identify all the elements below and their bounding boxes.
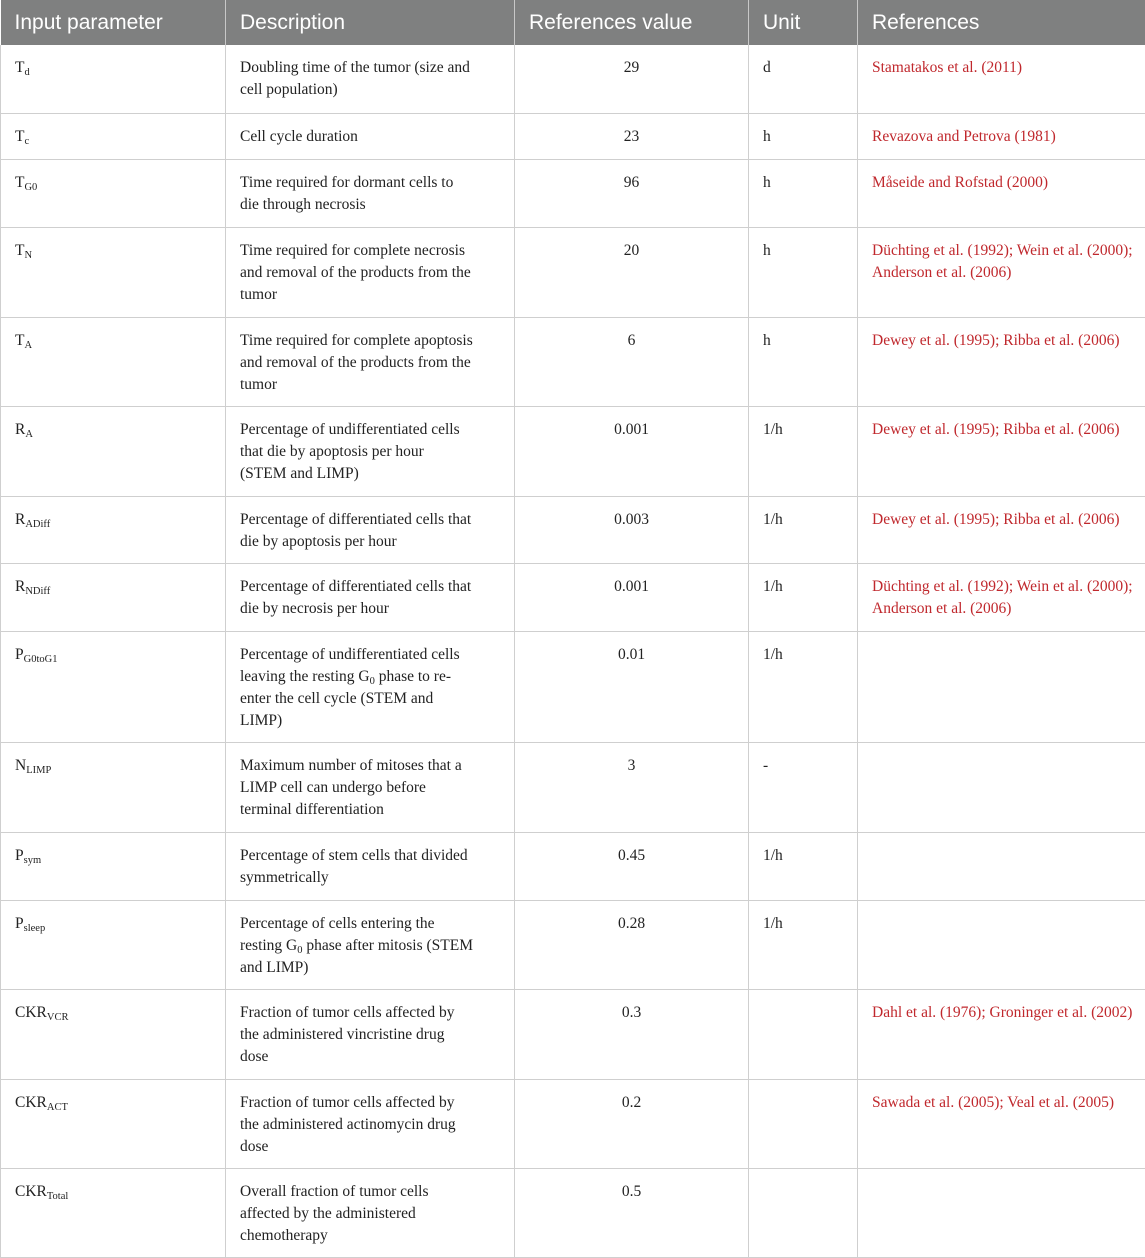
unit-cell: 1/h	[749, 563, 858, 631]
value-cell: 23	[515, 113, 749, 159]
value-cell: 0.28	[515, 900, 749, 989]
param-cell: $T_N$	[1, 227, 226, 317]
param-cell: $CKR_{VCR}$	[1, 989, 226, 1079]
references-cell: Düchting et al. (1992); Wein et al. (2000); Anderson et al. (2006)	[858, 563, 1145, 631]
unit-cell: 1/h	[749, 900, 858, 989]
references-cell: Stamatakos et al. (2011)	[858, 45, 1145, 113]
value-cell: 0.01	[515, 631, 749, 742]
unit-cell	[749, 1079, 858, 1168]
param-cell: $N_{LIMP}$	[1, 742, 226, 832]
table-row	[1, 563, 1145, 631]
description-cell: Percentage of undifferentiated cells leaving the resting $G_0$ phase to re-enter the cell cycle (STEM and LIMP)	[226, 631, 515, 742]
references-cell	[858, 900, 1145, 989]
table-row	[1, 1168, 1145, 1257]
description-cell: Percentage of differentiated cells that die by apoptosis per hour	[226, 496, 515, 563]
param-cell: $R_{NDiff}$	[1, 563, 226, 631]
description-cell: Cell cycle duration	[226, 113, 515, 159]
table-row	[1, 631, 1145, 742]
unit-cell: h	[749, 159, 858, 227]
unit-cell: h	[749, 227, 858, 317]
unit-cell: 1/h	[749, 496, 858, 563]
unit-cell: d	[749, 45, 858, 113]
unit-cell: h	[749, 113, 858, 159]
table-row	[1, 900, 1145, 989]
table-row	[1, 227, 1145, 317]
description-cell: Overall fraction of tumor cells affected by the administered chemotherapy	[226, 1168, 515, 1257]
references-cell	[858, 832, 1145, 900]
references-cell: Dewey et al. (1995); Ribba et al. (2006)	[858, 496, 1145, 563]
references-cell: Dahl et al. (1976); Groninger et al. (2002)	[858, 989, 1145, 1079]
unit-cell: -	[749, 742, 858, 832]
value-cell: 0.001	[515, 406, 749, 496]
value-cell: 0.5	[515, 1168, 749, 1257]
description-cell: Doubling time of the tumor (size and cell population)	[226, 45, 515, 113]
unit-cell	[749, 1168, 858, 1257]
param-cell: $R_A$	[1, 406, 226, 496]
header-references: References	[858, 0, 1145, 45]
table-row	[1, 742, 1145, 832]
param-cell: $R_{ADiff}$	[1, 496, 226, 563]
value-cell: 6	[515, 317, 749, 406]
value-cell: 0.003	[515, 496, 749, 563]
unit-cell	[749, 989, 858, 1079]
table-row	[1, 1079, 1145, 1168]
references-cell	[858, 742, 1145, 832]
table-row	[1, 113, 1145, 159]
param-cell: $P_{G0toG1}$	[1, 631, 226, 742]
references-cell: Revazova and Petrova (1981)	[858, 113, 1145, 159]
unit-cell: h	[749, 317, 858, 406]
references-cell: Düchting et al. (1992); Wein et al. (2000); Anderson et al. (2006)	[858, 227, 1145, 317]
description-cell: Percentage of cells entering the resting $G_0$ phase after mitosis (STEM and LIMP)	[226, 900, 515, 989]
description-cell: Maximum number of mitoses that a LIMP cell can undergo before terminal differentiation	[226, 742, 515, 832]
references-cell	[858, 631, 1145, 742]
table-row	[1, 496, 1145, 563]
description-cell: Time required for dormant cells to die through necrosis	[226, 159, 515, 227]
header-input-parameter: Input parameter	[1, 0, 226, 45]
header-unit: Unit	[749, 0, 858, 45]
param-cell: $T_c$	[1, 113, 226, 159]
description-cell: Time required for complete necrosis and removal of the products from the tumor	[226, 227, 515, 317]
value-cell: 0.3	[515, 989, 749, 1079]
references-cell: Dewey et al. (1995); Ribba et al. (2006)	[858, 317, 1145, 406]
param-cell: $CKR_{ACT}$	[1, 1079, 226, 1168]
param-cell: $P_{sym}$	[1, 832, 226, 900]
value-cell: 0.2	[515, 1079, 749, 1168]
description-cell: Percentage of undifferentiated cells that die by apoptosis per hour (STEM and LIMP)	[226, 406, 515, 496]
references-cell: Sawada et al. (2005); Veal et al. (2005)	[858, 1079, 1145, 1168]
value-cell: 3	[515, 742, 749, 832]
value-cell: 0.001	[515, 563, 749, 631]
description-cell: Fraction of tumor cells affected by the administered actinomycin drug dose	[226, 1079, 515, 1168]
value-cell: 20	[515, 227, 749, 317]
table-row	[1, 832, 1145, 900]
param-cell: $CKR_{Total}$	[1, 1168, 226, 1257]
description-cell: Time required for complete apoptosis and removal of the products from the tumor	[226, 317, 515, 406]
table-row	[1, 406, 1145, 496]
table-row	[1, 317, 1145, 406]
value-cell: 29	[515, 45, 749, 113]
references-cell: Måseide and Rofstad (2000)	[858, 159, 1145, 227]
param-cell: $T_A$	[1, 317, 226, 406]
param-cell: $T_{G0}$	[1, 159, 226, 227]
references-cell: Dewey et al. (1995); Ribba et al. (2006)	[858, 406, 1145, 496]
param-cell: $T_d$	[1, 45, 226, 113]
param-cell: $P_{sleep}$	[1, 900, 226, 989]
header-row	[1, 0, 1145, 45]
table-row	[1, 45, 1145, 113]
value-cell: 0.45	[515, 832, 749, 900]
table-row	[1, 989, 1145, 1079]
unit-cell: 1/h	[749, 406, 858, 496]
unit-cell: 1/h	[749, 832, 858, 900]
header-references-value: References value	[515, 0, 749, 45]
table-body	[1, 45, 1145, 1257]
description-cell: Percentage of differentiated cells that die by necrosis per hour	[226, 563, 515, 631]
unit-cell: 1/h	[749, 631, 858, 742]
references-cell	[858, 1168, 1145, 1257]
description-cell: Percentage of stem cells that divided symmetrically	[226, 832, 515, 900]
description-cell: Fraction of tumor cells affected by the administered vincristine drug dose	[226, 989, 515, 1079]
header-description: Description	[226, 0, 515, 45]
table-row	[1, 159, 1145, 227]
table-header	[1, 0, 1145, 45]
value-cell: 96	[515, 159, 749, 227]
